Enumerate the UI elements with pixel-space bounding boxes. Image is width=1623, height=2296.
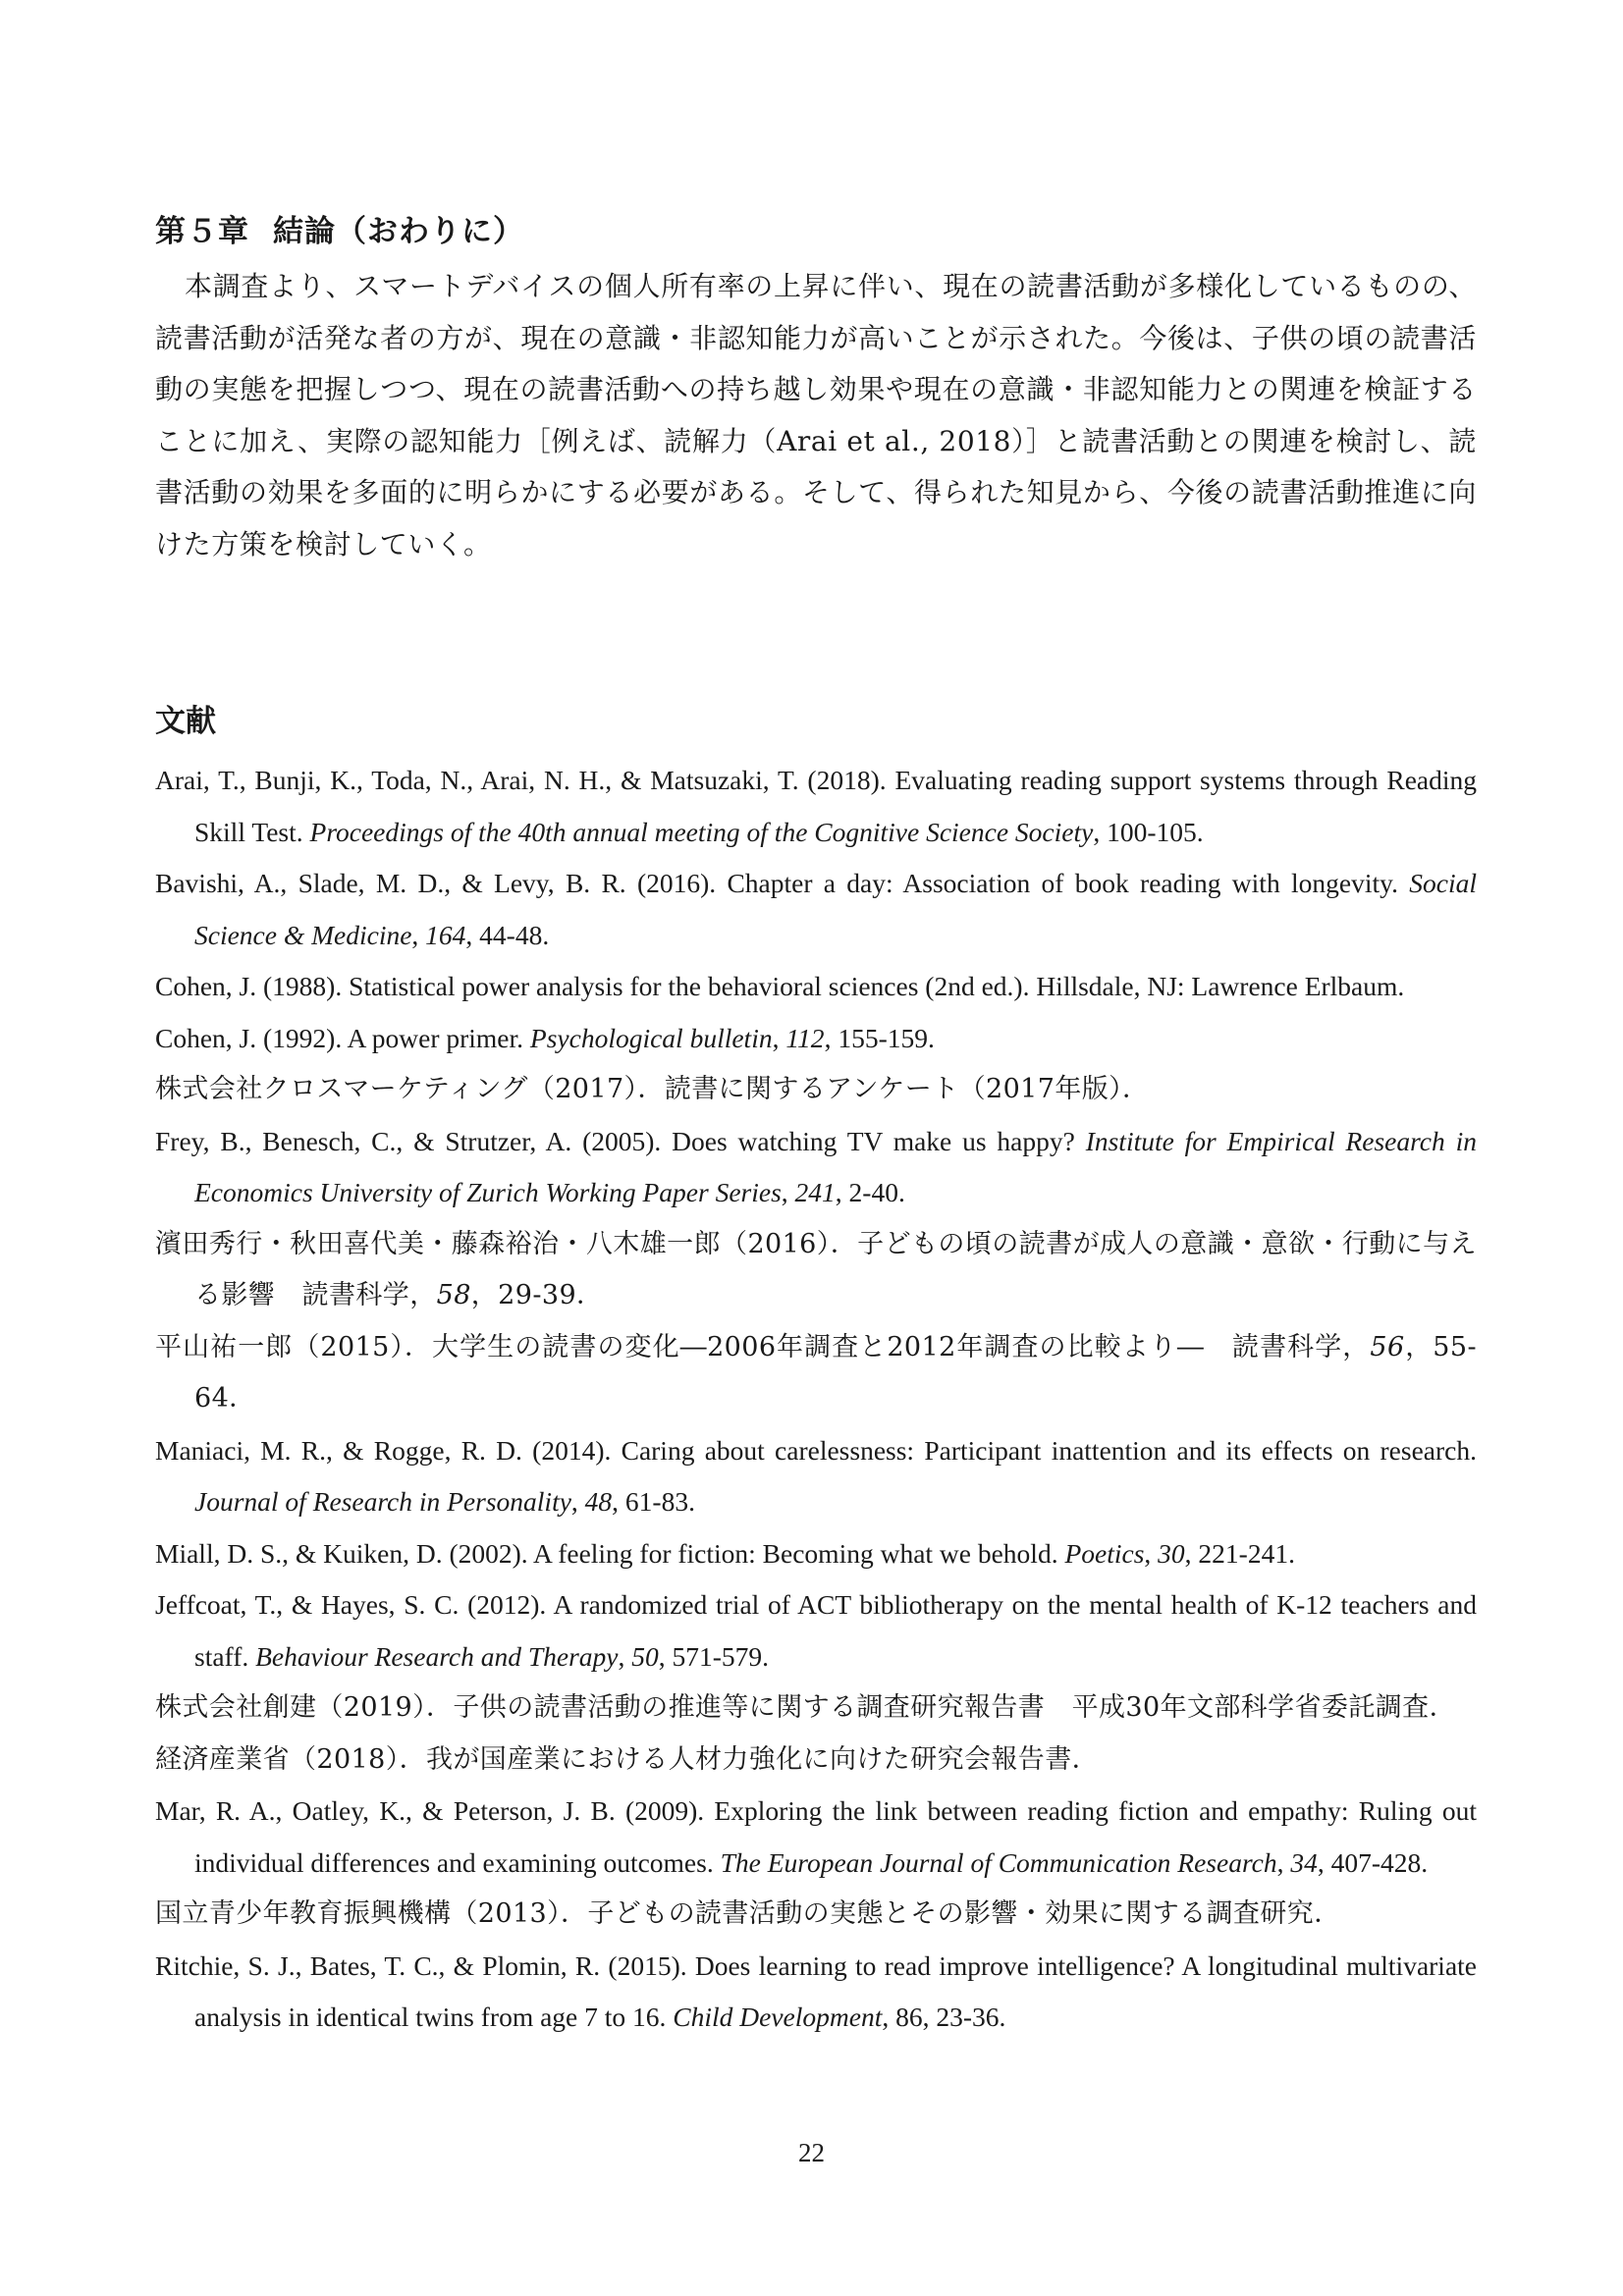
chapter-heading <box>155 212 1477 251</box>
reference-text: 株式会社創建（2019）．子供の読書活動の推進等に関する調査研究報告書 平成30年文部科学省委託調査． <box>155 1692 1456 1723</box>
reference-italic: Journal of Research in Personality <box>194 1486 571 1517</box>
reference-item <box>155 1786 1477 1889</box>
reference-text: , 86, 23-36. <box>882 2002 1006 2032</box>
reference-text: 濱田秀行・秋田喜代美・藤森裕治・八木雄一郎（2016）．子どもの頃の読書が成人の意識・意欲・行動に与える影響 読書科学， <box>155 1228 1477 1310</box>
reference-text: , <box>1144 1537 1159 1569</box>
reference-text: , 221-241. <box>1184 1537 1295 1569</box>
reference-italic: 50 <box>631 1640 659 1672</box>
reference-item <box>155 1013 1477 1065</box>
reference-text: Mar, R. A., Oatley, K., & Peterson, J. B. (2009). Exploring the link between reading fiction and empathy: Ruling out individual differences and examining outcomes. <box>155 1795 1477 1878</box>
references-heading: 文献 <box>155 704 216 739</box>
reference-text: , <box>411 919 426 950</box>
reference-item <box>155 1322 1477 1425</box>
page-content <box>155 212 1477 2044</box>
reference-item <box>155 858 1477 961</box>
reference-text: Maniaci, M. R., & Rogge, R. D. (2014). Caring about carelessness: Participant inattention and its effects on research. <box>155 1434 1477 1466</box>
reference-text: Frey, B., Benesch, C., & Strutzer, A. (2005). Does watching TV make us happy? <box>155 1125 1086 1156</box>
reference-item <box>155 1425 1477 1528</box>
reference-italic: 56 <box>1370 1331 1405 1362</box>
reference-text: ，55-64． <box>194 1331 1477 1414</box>
reference-italic: Social Science & Medicine <box>194 868 1477 950</box>
reference-italic: Institute for Empirical Research in Economics University of Zurich Working Paper Series <box>194 1125 1477 1207</box>
reference-text: , 407-428. <box>1317 1846 1429 1878</box>
reference-italic: Poetics <box>1064 1537 1145 1569</box>
reference-item <box>155 1735 1477 1787</box>
conclusion-paragraph: 本調査より、スマートデバイスの個人所有率の上昇に伴い、現在の読書活動が多様化しているものの、読書活動が活発な者の方が、現在の意識・非認知能力が高いことが示された。今後は、子供の頃の読書活動の実態を把握しつつ、現在の読書活動への持ち越し効果や現在の意識・非認知能力との関連を検証することに加え、実際の認知能力［例えば、読解力（Arai et al., 2018）］と読書活動との関連を検討し、読書活動の効果を多面的に明らかにする必要がある。そして、得られた知見から、今後の読書活動推進に向けた方策を検討していく。 <box>155 270 1477 561</box>
reference-text: , <box>570 1486 585 1517</box>
reference-text: Miall, D. S., & Kuiken, D. (2002). A feeling for fiction: Becoming what we behold. <box>155 1537 1065 1569</box>
chapter-label: 第５章 <box>155 214 249 249</box>
reference-text: Jeffcoat, T., & Hayes, S. C. (2012). A randomized trial of ACT bibliotherapy on the mental health of K-12 teachers and staff. <box>155 1589 1477 1672</box>
reference-text: , <box>1276 1846 1291 1878</box>
reference-text: , <box>772 1022 786 1053</box>
reference-text: , 571-579. <box>658 1640 770 1672</box>
chapter-title: 結論（おわりに） <box>273 214 524 249</box>
reference-text: , 100-105. <box>1093 816 1204 847</box>
reference-text: 経済産業省（2018）．我が国産業における人材力強化に向けた研究会報告書． <box>155 1743 1100 1775</box>
reference-text: ，29-39． <box>470 1280 604 1310</box>
reference-text: , 155-159. <box>824 1022 935 1053</box>
reference-text: 株式会社クロスマーケティング（2017）．読書に関するアンケート（2017年版）． <box>155 1074 1150 1104</box>
reference-italic: 58 <box>436 1280 471 1310</box>
reference-item <box>155 1116 1477 1219</box>
reference-italic: Proceedings of the 40th annual meeting of the Cognitive Science Society <box>309 816 1094 847</box>
references-list <box>155 755 1477 2044</box>
reference-text: 国立青少年教育振興機構（2013）．子どもの読書活動の実態とその影響・効果に関する調査研究． <box>155 1898 1341 1929</box>
reference-text: Cohen, J. (1992). A power primer. <box>155 1022 530 1053</box>
reference-italic: Behaviour Research and Therapy <box>255 1640 619 1672</box>
page-number: 22 <box>798 2138 825 2167</box>
reference-item <box>155 1889 1477 1941</box>
reference-italic: Child Development <box>673 2002 883 2032</box>
reference-italic: The European Journal of Communication Research <box>720 1846 1277 1878</box>
reference-text: Ritchie, S. J., Bates, T. C., & Plomin, R. (2015). Does learning to read improve intelligence? A longitudinal multivariate analysis in identical twins from age 7 to 16. <box>155 1949 1477 2032</box>
reference-item <box>155 961 1477 1013</box>
reference-text: , 44-48. <box>465 919 550 950</box>
reference-text: , <box>618 1640 632 1672</box>
reference-text: , <box>781 1177 795 1207</box>
reference-text: Bavishi, A., Slade, M. D., & Levy, B. R. (2016). Chapter a day: Association of book reading with longevity. <box>155 868 1410 898</box>
reference-item <box>155 1064 1477 1116</box>
reference-italic: 112 <box>785 1022 825 1053</box>
reference-item <box>155 1219 1477 1322</box>
reference-text: Cohen, J. (1988). Statistical power analysis for the behavioral sciences (2nd ed.). Hillsdale, NJ: Lawrence Erlbaum. <box>155 971 1405 1001</box>
reference-text: , 61-83. <box>612 1486 695 1517</box>
reference-text: 平山祐一郎（2015）．大学生の読書の変化―2006年調査と2012年調査の比較より― 読書科学， <box>155 1331 1371 1362</box>
reference-item <box>155 1528 1477 1580</box>
reference-italic: 48 <box>584 1486 613 1517</box>
reference-italic: Psychological bulletin <box>529 1022 773 1053</box>
reference-item <box>155 1941 1477 2044</box>
reference-text: Arai, T., Bunji, K., Toda, N., Arai, N. H., & Matsuzaki, T. (2018). Evaluating reading support systems through Reading Skill Test. <box>155 765 1477 847</box>
reference-italic: 34 <box>1290 1846 1318 1878</box>
reference-item <box>155 1682 1477 1735</box>
reference-italic: 241 <box>794 1177 836 1207</box>
reference-italic: 164 <box>425 919 466 950</box>
reference-item <box>155 1579 1477 1682</box>
reference-italic: 30 <box>1158 1537 1185 1569</box>
reference-item <box>155 755 1477 858</box>
reference-text: , 2-40. <box>835 1177 905 1207</box>
